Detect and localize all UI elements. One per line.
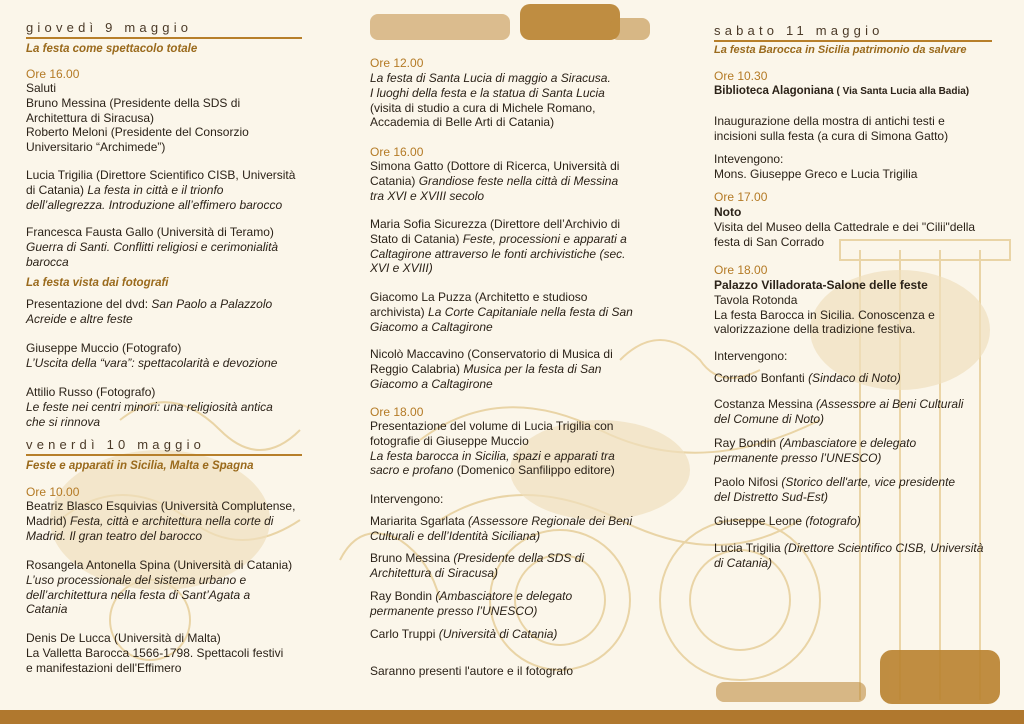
program-block: Bruno Messina (Presidente della SDS di Architettura di Siracusa) — [370, 551, 585, 580]
program-block: Intervengono: — [714, 349, 788, 363]
program-block: Lucia Trigilia (Direttore Scientifico CISB, Università di Catania) — [714, 541, 984, 570]
program-block: Palazzo Villadorata-Salone delle feste Tavola Rotonda La festa Barocca in Sicilia. Conoscenza e valorizzazione della tradizione festiva. — [714, 278, 935, 337]
time-label: Ore 10.30 — [714, 69, 768, 83]
program-block: La festa di Santa Lucia di maggio a Siracusa. I luoghi della festa e la statua di Santa Lucia (visita di studio a cura di Michele Romano, Accademia di Belle Arti di Catania) — [370, 71, 611, 130]
program-block: Carlo Truppi (Università di Catania) — [370, 627, 558, 641]
program-block: Intevengono: Mons. Giuseppe Greco e Lucia Trigilia — [714, 152, 918, 181]
session-subtitle: La festa vista dai fotografi — [26, 277, 169, 289]
time-label: Ore 18.00 — [714, 263, 768, 277]
divider — [26, 454, 302, 456]
time-label: Ore 12.00 — [370, 56, 424, 70]
time-label: Ore 10.00 — [26, 485, 80, 499]
day-heading: sabato 11 maggio — [714, 23, 884, 38]
program-block: Attilio Russo (Fotografo) Le feste nei centri minori: una religiosità antica che si rinnova — [26, 385, 273, 429]
program-block: Maria Sofia Sicurezza (Direttore dell’Archivio di Stato di Catania) Feste, processioni e apparati a Caltagirone attraverso le fonti archivistiche (sec. XVI e XVIII) — [370, 217, 627, 276]
program-block: Giacomo La Puzza (Architetto e studioso archivista) La Corte Capitaniale nella festa di San Giacomo a Caltagirone — [370, 290, 633, 334]
program-block: Mariarita Sgarlata (Assessore Regionale dei Beni Culturali e dell’Identità Siciliana) — [370, 514, 633, 543]
procession-emblem-top — [370, 4, 650, 40]
program-block: Ray Bondin (Ambasciatore e delegato permanente presso l’UNESCO) — [714, 436, 917, 465]
program-block: Simona Gatto (Dottore di Ricerca, Università di Catania) Grandiose feste nella città di Messina tra XVI e XVIII secolo — [370, 159, 620, 203]
program-block: Denis De Lucca (Università di Malta) La Valletta Barocca 1566-1798. Spettacoli festivi e manifestazioni dell'Effimero — [26, 631, 284, 675]
day-heading: venerdì 10 maggio — [26, 437, 206, 452]
day-heading: giovedì 9 maggio — [26, 20, 193, 35]
closing-note: Saranno presenti l'autore e il fotografo — [370, 664, 574, 678]
program-block: Rosangela Antonella Spina (Università di Catania) L’uso processionale del sistema urbano e dell’architettura nella festa di Sant’Agata a Catania — [26, 558, 293, 617]
program-block: Ray Bondin (Ambasciatore e delegato permanente presso l’UNESCO) — [370, 589, 573, 618]
program-block: Inaugurazione della mostra di antichi testi e incisioni sulla festa (a cura di Simona Gatto) — [714, 114, 949, 143]
divider — [26, 37, 302, 39]
time-label: Ore 16.00 — [26, 67, 80, 81]
divider — [714, 40, 992, 42]
program-block: Beatriz Blasco Esquivias (Università Complutense, Madrid) Festa, città e architettura nella corte di Madrid. Il gran teatro del barocco — [26, 499, 296, 543]
time-label: Ore 16.00 — [370, 145, 424, 159]
session-subtitle: La festa Barocca in Sicilia patrimonio da salvare — [714, 44, 967, 56]
program-block: Lucia Trigilia (Direttore Scientifico CISB, Università di Catania) La festa in città e il trionfo dell’allegrezza. Introduzione all’effimero barocco — [26, 168, 296, 212]
program-block: Francesca Fausta Gallo (Università di Teramo) Guerra di Santi. Conflitti religiosi e cerimonialità barocca — [26, 225, 279, 269]
program-block: Saluti Bruno Messina (Presidente della SDS di Architettura di Siracusa) Roberto Meloni (Presidente del Consorzio Universitario “Archimede”) — [26, 81, 249, 155]
time-label: Ore 18.00 — [370, 405, 424, 419]
program-block: Giuseppe Leone (fotografo) — [714, 514, 861, 528]
program-block: Biblioteca Alagoniana ( Via Santa Lucia alla Badia) — [714, 85, 970, 97]
program-block: Presentazione del dvd: San Paolo a Palazzolo Acreide e altre feste — [26, 297, 273, 326]
program-block: Corrado Bonfanti (Sindaco di Noto) — [714, 371, 901, 385]
program-block: Costanza Messina (Assessore ai Beni Culturali del Comune di Noto) — [714, 397, 964, 426]
program-block: Presentazione del volume di Lucia Trigilia con fotografie di Giuseppe Muccio La festa barocca in Sicilia, spazi e apparati tra sacro e profano (Domenico Sanfilippo editore) — [370, 419, 615, 478]
program-block: Intervengono: — [370, 492, 444, 506]
session-subtitle: Feste e apparati in Sicilia, Malta e Spagna — [26, 460, 254, 472]
program-block: Noto Visita del Museo della Cattedrale e dei "Cilii"della festa di San Corrado — [714, 205, 976, 249]
program-block: Giuseppe Muccio (Fotografo) L’Uscita della “vara”: spettacolarità e devozione — [26, 341, 278, 370]
program-block: Nicolò Maccavino (Conservatorio di Musica di Reggio Calabria) Musica per la festa di San Giacomo a Caltagirone — [370, 347, 613, 391]
session-subtitle: La festa come spettacolo totale — [26, 43, 198, 55]
time-label: Ore 17.00 — [714, 190, 768, 204]
program-block: Paolo Nifosi (Storico dell'arte, vice presidente del Distretto Sud-Est) — [714, 475, 956, 504]
bottom-bar — [0, 710, 1024, 724]
